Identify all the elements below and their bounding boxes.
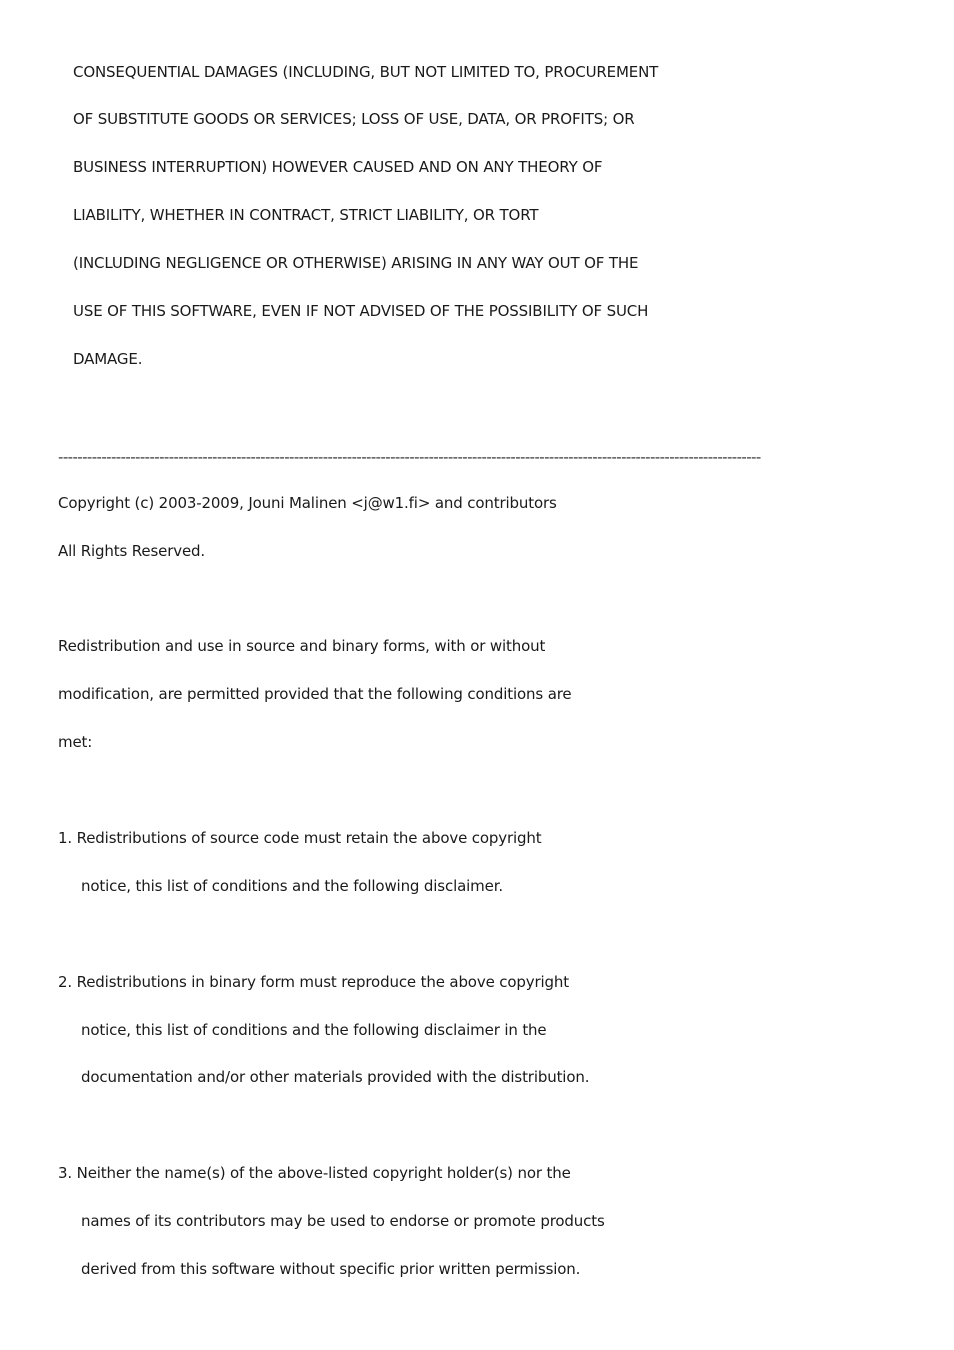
disclaimer-line: DAMAGE.: [73, 350, 143, 368]
disclaimer-line: (INCLUDING NEGLIGENCE OR OTHERWISE) ARISING IN ANY WAY OUT OF THE: [73, 254, 639, 272]
intro-line: met:: [58, 733, 93, 751]
disclaimer-line: CONSEQUENTIAL DAMAGES (INCLUDING, BUT NOT LIMITED TO, PROCUREMENT: [73, 63, 659, 81]
condition-2-line: documentation and/or other materials provided with the distribution.: [81, 1068, 590, 1086]
copyright-line: Copyright (c) 2003-2009, Jouni Malinen <j@w1.fi> and contributors: [58, 494, 557, 512]
condition-1-line: notice, this list of conditions and the following disclaimer.: [81, 877, 503, 895]
condition-3-line: names of its contributors may be used to endorse or promote products: [81, 1212, 605, 1230]
condition-2-line: notice, this list of conditions and the following disclaimer in the: [81, 1021, 547, 1039]
section-separator: --------------------------------------------------------------------------------------------------------------------------------------------------: [58, 448, 761, 466]
intro-line: Redistribution and use in source and binary forms, with or without: [58, 637, 546, 655]
disclaimer-line: OF SUBSTITUTE GOODS OR SERVICES; LOSS OF USE, DATA, OR PROFITS; OR: [73, 110, 635, 128]
disclaimer-line: BUSINESS INTERRUPTION) HOWEVER CAUSED AND ON ANY THEORY OF: [73, 158, 603, 176]
condition-1-first-line: 1. Redistributions of source code must retain the above copyright: [58, 829, 542, 847]
intro-line: modification, are permitted provided that the following conditions are: [58, 685, 572, 703]
condition-3-line: derived from this software without specific prior written permission.: [81, 1260, 581, 1278]
condition-3-first-line: 3. Neither the name(s) of the above-listed copyright holder(s) nor the: [58, 1164, 571, 1182]
disclaimer-line: LIABILITY, WHETHER IN CONTRACT, STRICT LIABILITY, OR TORT: [73, 206, 539, 224]
rights-reserved: All Rights Reserved.: [58, 542, 206, 560]
disclaimer-line: USE OF THIS SOFTWARE, EVEN IF NOT ADVISED OF THE POSSIBILITY OF SUCH: [73, 302, 649, 320]
condition-2-first-line: 2. Redistributions in binary form must reproduce the above copyright: [58, 973, 569, 991]
